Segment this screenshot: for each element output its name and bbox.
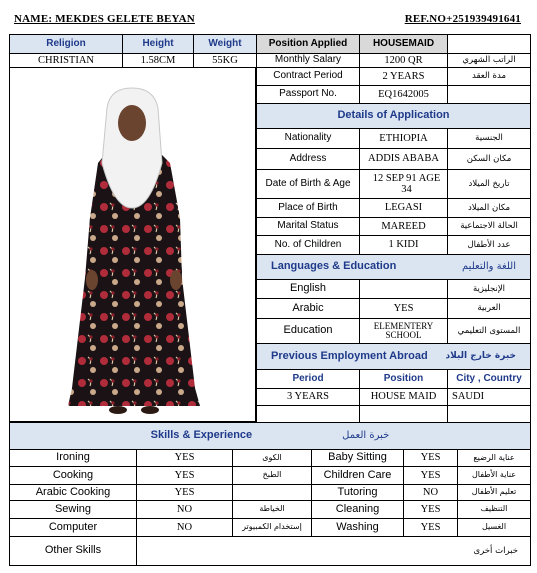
skills-title-en: Skills & Experience xyxy=(150,429,253,442)
employment-position-header: Position xyxy=(359,369,448,389)
skill-computer-arabic: إستخدام الكمبيوتر xyxy=(232,518,312,537)
skill-washing-arabic: الغسيل xyxy=(457,518,531,537)
nationality-value: ETHIOPIA xyxy=(359,128,448,149)
skill-baby-sitting-label: Baby Sitting xyxy=(311,449,404,467)
nationality-label: Nationality xyxy=(256,128,360,149)
english-value xyxy=(359,279,448,299)
employment-title-en: Previous Employment Abroad xyxy=(271,349,428,362)
skill-ironing-arabic: الكوى xyxy=(232,449,312,467)
other-skills-arabic: خبرات أخرى xyxy=(473,545,518,556)
passport-label: Passport No. xyxy=(256,85,360,104)
height-label: Height xyxy=(122,34,194,54)
position-applied-value: HOUSEMAID xyxy=(359,34,448,54)
skill-tutoring-arabic: تعليم الأطفال xyxy=(457,484,531,501)
skill-cooking-label: Cooking xyxy=(9,466,137,485)
education-label: Education xyxy=(256,318,360,344)
employment-period-header: Period xyxy=(256,369,360,389)
skill-arabic-cooking-arabic xyxy=(232,484,312,501)
employment-empty-3 xyxy=(447,405,531,423)
skill-tutoring-value: NO xyxy=(403,484,458,501)
skill-children-care-arabic: عناية الأطفال xyxy=(457,466,531,485)
skills-title-ar: خبرة العمل xyxy=(342,429,390,441)
weight-label: Weight xyxy=(193,34,257,54)
marital-status-value: MAREED xyxy=(359,217,448,236)
languages-section-title xyxy=(256,254,531,280)
employment-city-value: SAUDI xyxy=(447,388,531,406)
employment-title-ar: خبرة خارج البلاد xyxy=(445,350,516,361)
other-skills-value xyxy=(136,536,531,566)
monthly-salary-arabic: الراتب الشهري xyxy=(447,53,531,68)
religion-value: CHRISTIAN xyxy=(9,53,123,68)
monthly-salary-label: Monthly Salary xyxy=(256,53,360,68)
languages-title-ar: اللغة والتعليم xyxy=(462,260,516,272)
nationality-arabic: الجنسية xyxy=(447,128,531,149)
skill-cleaning-arabic: التنظيف xyxy=(457,500,531,519)
weight-value: 55KG xyxy=(193,53,257,68)
employment-section-title xyxy=(256,343,531,370)
employment-period-value: 3 YEARS xyxy=(256,388,360,406)
children-arabic: عدد الأطفال xyxy=(447,235,531,255)
skill-sewing-arabic: الخياطة xyxy=(232,500,312,519)
address-label: Address xyxy=(256,148,360,170)
skill-sewing-label: Sewing xyxy=(9,500,137,519)
position-applied-extra xyxy=(447,34,531,54)
details-section-title: Details of Application xyxy=(256,103,531,129)
applicant-figure xyxy=(10,68,255,421)
employment-position-value: HOUSE MAID xyxy=(359,388,448,406)
applicant-photo xyxy=(9,67,256,422)
skill-cooking-arabic: الطبخ xyxy=(232,466,312,485)
address-value: ADDIS ABABA xyxy=(359,148,448,170)
marital-status-arabic: الحالة الاجتماعية xyxy=(447,217,531,236)
skill-arabic-cooking-value: YES xyxy=(136,484,233,501)
contract-period-value: 2 YEARS xyxy=(359,67,448,86)
skill-ironing-value: YES xyxy=(136,449,233,467)
skill-cooking-value: YES xyxy=(136,466,233,485)
place-of-birth-arabic: مكان الميلاد xyxy=(447,198,531,218)
passport-extra xyxy=(447,85,531,104)
monthly-salary-value: 1200 QR xyxy=(359,53,448,68)
skill-children-care-label: Children Care xyxy=(311,466,404,485)
education-arabic: المستوى التعليمي xyxy=(447,318,531,344)
skill-computer-label: Computer xyxy=(9,518,137,537)
skill-washing-value: YES xyxy=(403,518,458,537)
place-of-birth-value: LEGASI xyxy=(359,198,448,218)
address-arabic: مكان السكن xyxy=(447,148,531,170)
passport-value: EQ1642005 xyxy=(359,85,448,104)
skill-cleaning-value: YES xyxy=(403,500,458,519)
english-label: English xyxy=(256,279,360,299)
employment-empty-1 xyxy=(256,405,360,423)
children-label: No. of Children xyxy=(256,235,360,255)
skill-baby-sitting-arabic: عناية الرضيع xyxy=(457,449,531,467)
skill-sewing-value: NO xyxy=(136,500,233,519)
skill-baby-sitting-value: YES xyxy=(403,449,458,467)
skill-children-care-value: YES xyxy=(403,466,458,485)
employment-empty-2 xyxy=(359,405,448,423)
children-value: 1 KIDI xyxy=(359,235,448,255)
applicant-name: NAME: MEKDES GELETE BEYAN xyxy=(14,13,195,25)
place-of-birth-label: Place of Birth xyxy=(256,198,360,218)
skill-ironing-label: Ironing xyxy=(9,449,137,467)
height-value: 1.58CM xyxy=(122,53,194,68)
dob-label: Date of Birth & Age xyxy=(256,169,360,199)
employment-city-header: City , Country xyxy=(447,369,531,389)
reference-number: REF.NO+251939491641 xyxy=(404,13,521,25)
skill-tutoring-label: Tutoring xyxy=(311,484,404,501)
languages-title-en: Languages & Education xyxy=(271,260,397,273)
other-skills-label: Other Skills xyxy=(9,536,137,566)
dob-value: 12 SEP 91 AGE 34 xyxy=(359,169,448,199)
english-arabic: الإنجليزية xyxy=(447,279,531,299)
dob-arabic: تاريخ الميلاد xyxy=(447,169,531,199)
religion-label: Religion xyxy=(9,34,123,54)
position-applied-label: Position Applied xyxy=(256,34,360,54)
contract-period-label: Contract Period xyxy=(256,67,360,86)
skill-washing-label: Washing xyxy=(311,518,404,537)
education-value: ELEMENTERY SCHOOL xyxy=(359,318,448,344)
contract-period-arabic: مدة العقد xyxy=(447,67,531,86)
arabic-arabic: العربية xyxy=(447,298,531,319)
skill-computer-value: NO xyxy=(136,518,233,537)
skills-section-title xyxy=(9,422,531,450)
skill-arabic-cooking-label: Arabic Cooking xyxy=(9,484,137,501)
arabic-label: Arabic xyxy=(256,298,360,319)
skill-cleaning-label: Cleaning xyxy=(311,500,404,519)
marital-status-label: Marital Status xyxy=(256,217,360,236)
arabic-value: YES xyxy=(359,298,448,319)
